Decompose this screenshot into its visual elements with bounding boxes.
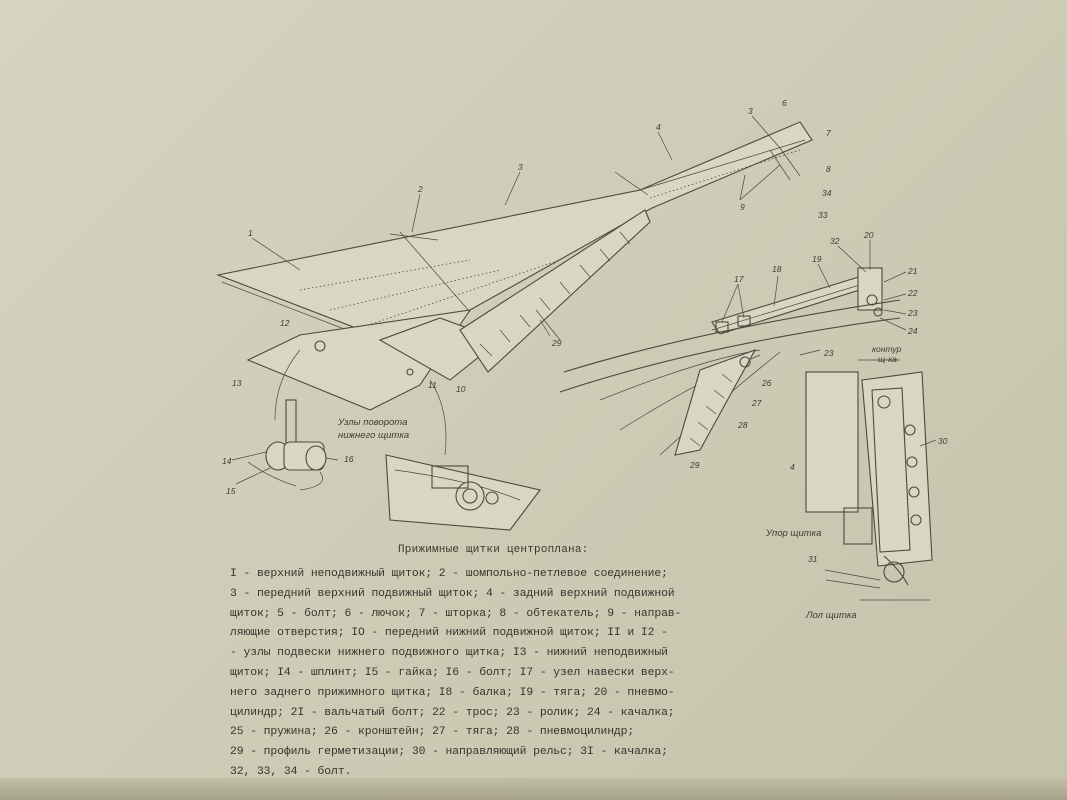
label-27: 27 [752,398,762,408]
figure-title: Прижимные щитки центроплана: [398,544,589,556]
label-10: 10 [456,384,466,394]
label-29a: 29 [552,338,562,348]
caption-hinge-line1: Узлы поворота [338,417,408,428]
label-12: 12 [280,318,290,328]
contour-detail [806,360,936,600]
label-16: 16 [344,454,354,464]
label-4: 4 [656,122,661,132]
label-32: 32 [830,236,840,246]
label-29b: 29 [690,460,700,470]
label-3b: 3 [748,106,753,116]
label-3a: 3 [518,162,523,172]
legend-line: ляющие отверстия; IO - передний нижний подвижной щиток; II и I2 - [230,627,668,640]
caption-hinge-line2: нижнего щитка [338,430,410,441]
page-bottom-edge [0,778,1067,800]
label-6: 6 [782,98,787,108]
label-22: 22 [908,288,918,298]
caption-stop: Упор щитка [766,528,822,539]
label-31: 31 [808,554,818,564]
label-23b: 23 [824,348,834,358]
label-26: 26 [762,378,772,388]
label-19: 19 [812,254,822,264]
caption-contour-line2: щ-ка [878,354,897,364]
label-1: 1 [248,228,253,238]
label-15: 15 [226,486,236,496]
label-2: 2 [418,184,423,194]
label-23a: 23 [908,308,918,318]
label-28: 28 [738,420,748,430]
label-9: 9 [740,202,745,212]
label-21: 21 [908,266,918,276]
label-18: 18 [772,264,782,274]
label-33: 33 [818,210,828,220]
legend-line: щиток; I4 - шплинт; I5 - гайка; I6 - болт; I7 - узел навески верх- [230,666,675,679]
label-4b: 4 [790,462,795,472]
label-13: 13 [232,378,242,388]
figure-legend [230,565,750,783]
legend-line: 3 - передний верхний подвижный щиток; 4 - задний верхний подвижной [230,587,675,600]
label-11: 11 [428,380,437,390]
label-24: 24 [908,326,918,336]
label-7: 7 [826,128,831,138]
legend-line: 29 - профиль герметизации; 30 - направляющий рельс; 3I - качалка; [230,746,668,759]
legend-line: 25 - пружина; 26 - кронштейн; 27 - тяга; 28 - пневмоцилиндр; [230,726,635,739]
label-17: 17 [734,274,744,284]
label-20: 20 [864,230,874,240]
label-34: 34 [822,188,832,198]
legend-line: I - верхний неподвижный щиток; 2 - шомпольно-петлевое соединение; [230,568,668,580]
label-30: 30 [938,436,948,446]
label-8: 8 [826,164,831,174]
caption-bottom: Лол щитка [806,610,857,621]
legend-line: щиток; 5 - болт; 6 - лючок; 7 - шторка; 8 - обтекатель; 9 - направ- [230,607,682,620]
legend-line: - узлы подвески нижнего подвижного щитка; I3 - нижний неподвижный [230,647,668,660]
legend-line: 32, 33, 34 - болт. [230,765,352,778]
caption-contour-line1: контур [872,344,902,354]
legend-line: него заднего прижимного щитка; I8 - балка; I9 - тяга; 20 - пневмо- [230,686,675,699]
label-14: 14 [222,456,232,466]
legend-line: цилиндр; 2I - вальчатый болт; 22 - трос; 23 - ролик; 24 - качалка; [230,706,675,719]
